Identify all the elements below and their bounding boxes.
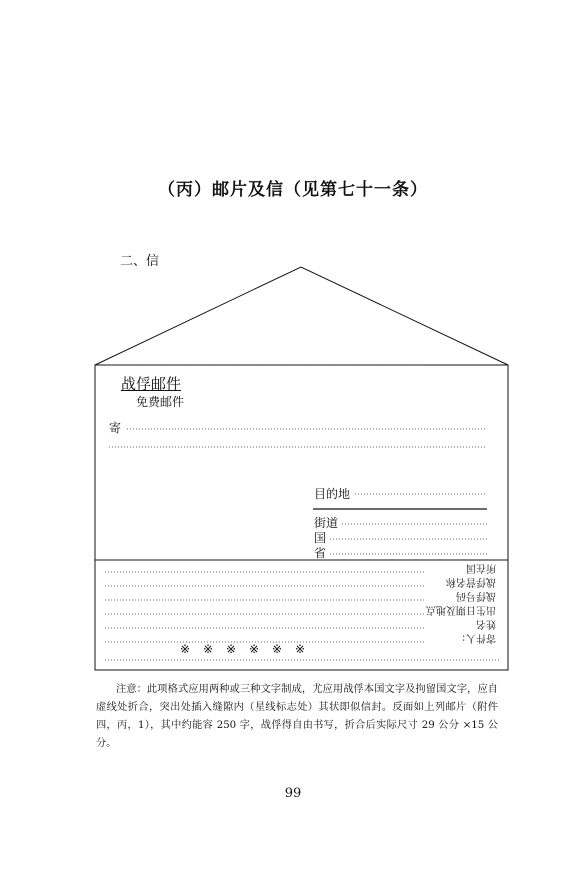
star-marker: ※: [180, 642, 191, 656]
back-field-country: 所在国: [466, 562, 496, 573]
page-number: 99: [284, 786, 302, 801]
sender-subtitle: 免费邮件: [136, 395, 185, 409]
sender-label: 寄: [109, 421, 122, 435]
star-marker: ※: [295, 642, 306, 656]
province-label: 省: [314, 546, 327, 560]
star-marker: ※: [272, 642, 283, 656]
back-field-pow-number: 战俘号码: [456, 590, 496, 601]
country-label: 国: [314, 531, 327, 545]
back-field-sender: 寄件人：: [456, 632, 496, 643]
sender-title: 战俘邮件: [121, 375, 182, 393]
page-title: （丙）邮片及信（见第七十一条）: [158, 180, 428, 200]
destination-label: 目的地: [314, 487, 351, 501]
star-marker: ※: [249, 642, 260, 656]
section-label: 二、信: [120, 254, 160, 269]
street-label: 街道: [314, 516, 339, 530]
back-field-name: 姓名: [476, 618, 496, 629]
back-field-camp-name: 战俘营名称: [446, 576, 496, 587]
star-marker: ※: [226, 642, 237, 656]
footnote: 注意：此项格式应用两种或三种文字制成，尤应用战俘本国文字及拘留国文字，应自虚线处折合，突出处插入缝隙内（星线标志处）其状即似信封。反面如上列邮片（附件四，丙，1），其中约能容 250 字，战俘得自由书写，折合后实际尺寸 29 公分 ×15 公分。: [96, 684, 498, 749]
envelope-flap: [95, 267, 508, 365]
star-marker: ※: [203, 642, 214, 656]
star-markers: [180, 642, 318, 656]
back-field-birth: 出生日期及地点: [426, 604, 496, 615]
